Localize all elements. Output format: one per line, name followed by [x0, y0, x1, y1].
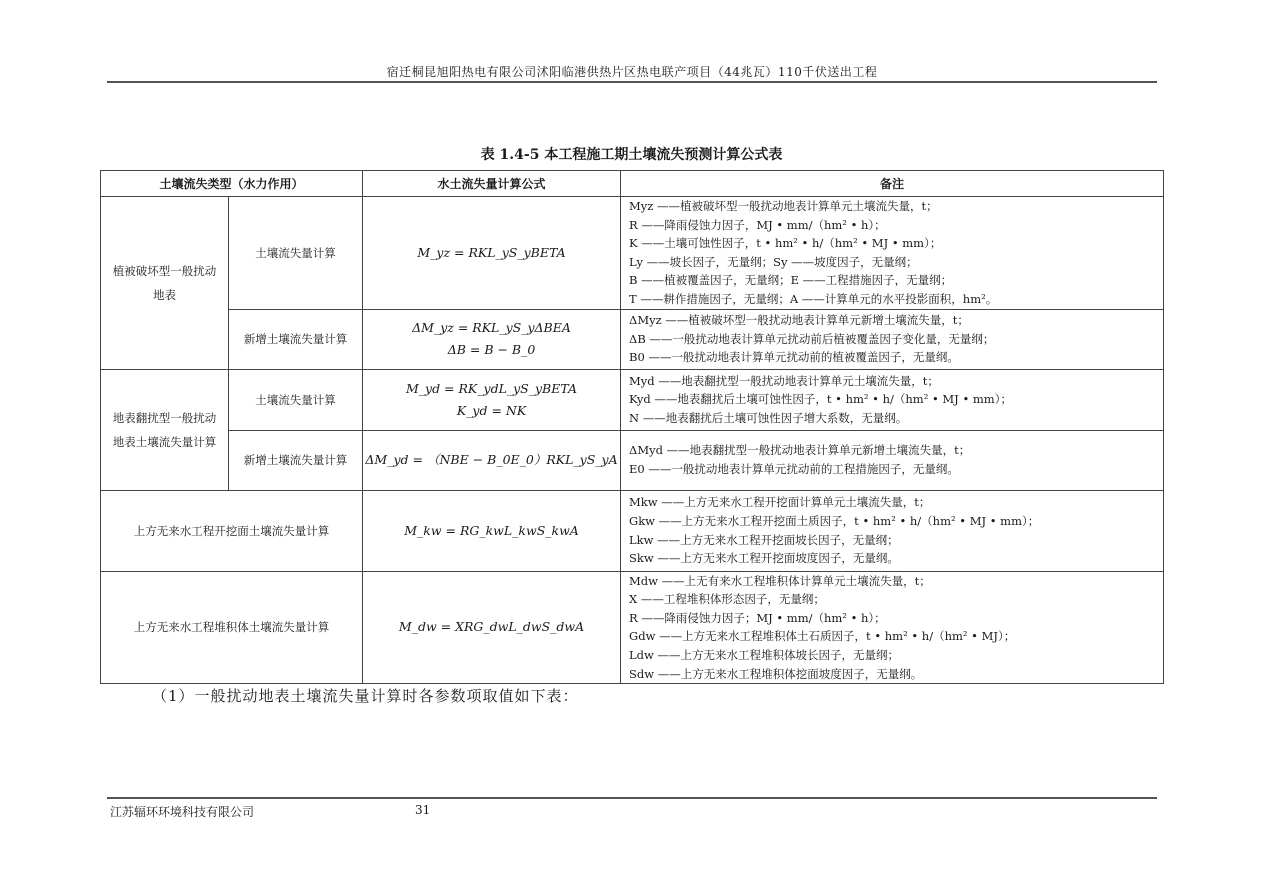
note-line: ΔMyd ——地表翻扰型一般扰动地表计算单元新增土壤流失量，t； — [629, 443, 971, 458]
erosion-type-cell: 上方无来水工程开挖面土壤流失量计算 — [101, 490, 363, 571]
calc-type-cell: 新增土壤流失量计算 — [229, 430, 363, 490]
note-line: Ly ——坡长因子，无量纲；Sy ——坡度因子，无量纲； — [629, 254, 918, 269]
note-line: T ——耕作措施因子，无量纲；A ——计算单元的水平投影面积，hm²。 — [629, 291, 998, 306]
notes-cell — [621, 369, 1164, 430]
formula-cell — [363, 490, 621, 571]
formula-line: ΔB = B − B_0 — [447, 342, 536, 358]
table-row — [101, 571, 1164, 684]
table-row — [101, 197, 1164, 310]
formula-cell — [363, 571, 621, 684]
note-line: N ——地表翻扰后土壤可蚀性因子增大系数，无量纲。 — [629, 410, 908, 425]
formula-cell — [363, 369, 621, 430]
note-line: Kyd ——地表翻扰后土壤可蚀性因子，t • hm² • h/（hm² • MJ • mm）； — [629, 392, 1012, 407]
table-row — [101, 490, 1164, 571]
notes-cell — [621, 571, 1164, 684]
note-line: R ——降雨侵蚀力因子；MJ • mm/（hm² • h）； — [629, 610, 886, 625]
formula-line: K_yd = NK — [456, 402, 527, 418]
note-line: Gkw ——上方无来水工程开挖面土质因子，t • hm² • h/（hm² • MJ • mm）； — [629, 513, 1040, 528]
page-header: 宿迁桐昆旭阳热电有限公司沭阳临港供热片区热电联产项目（44兆瓦）110千伏送出工程 — [386, 65, 878, 79]
note-line: R ——降雨侵蚀力因子，MJ • mm/（hm² • h）； — [629, 217, 886, 232]
note-line: X ——工程堆积体形态因子，无量纲； — [629, 592, 825, 607]
note-line: Mkw ——上方无来水工程开挖面计算单元土壤流失量，t； — [629, 495, 931, 510]
note-line: ΔB ——一般扰动地表计算单元扰动前后植被覆盖因子变化量，无量纲； — [629, 331, 995, 346]
note-line: Gdw ——上方无来水工程堆积体土石质因子，t • hm² • h/（hm² • MJ）； — [629, 629, 1016, 644]
formula-line: ΔM_yd = （NBE − B_0E_0）RKL_yS_yA — [365, 452, 618, 468]
note-line: Myd ——地表翻扰型一般扰动地表计算单元土壤流失量，t； — [629, 373, 939, 388]
calc-type-cell: 土壤流失量计算 — [229, 197, 363, 310]
formula-cell — [363, 197, 621, 310]
formula-line: M_yd = RK_ydL_yS_yBETA — [405, 380, 578, 396]
footer-company: 江苏辐环环境科技有限公司 — [110, 805, 255, 819]
formula-cell — [363, 309, 621, 369]
formula-line: M_dw = XRG_dwL_dwS_dwA — [398, 619, 585, 635]
erosion-type-cell: 地表翻扰型一般扰动地表土壤流失量计算 — [101, 369, 229, 490]
erosion-type-cell: 上方无来水工程堆积体土壤流失量计算 — [101, 571, 363, 684]
calc-type-cell: 土壤流失量计算 — [229, 369, 363, 430]
table-header-row — [101, 171, 1164, 197]
column-header-type: 土壤流失类型（水力作用） — [101, 171, 363, 197]
note-line: K ——土壤可蚀性因子，t • hm² • h/（hm² • MJ • mm）； — [629, 236, 942, 251]
note-line: Lkw ——上方无来水工程开挖面坡长因子，无量纲； — [629, 532, 899, 547]
note-line: Ldw ——上方无来水工程堆积体坡长因子，无量纲； — [629, 647, 900, 662]
formula-table — [100, 170, 1164, 684]
erosion-type-cell: 植被破坏型一般扰动地表 — [101, 197, 229, 370]
notes-cell — [621, 430, 1164, 490]
header-divider — [107, 81, 1157, 83]
page-number: 31 — [415, 803, 431, 817]
table-row — [101, 309, 1164, 369]
formula-line: M_kw = RG_kwL_kwS_kwA — [404, 522, 579, 538]
column-header-notes: 备注 — [621, 171, 1164, 197]
note-line: Sdw ——上方无来水工程堆积体挖面坡度因子，无量纲。 — [629, 666, 923, 681]
note-line: Mdw ——上无有来水工程堆积体计算单元土壤流失量，t； — [629, 573, 931, 588]
formula-line: ΔM_yz = RKL_yS_yΔBEA — [412, 320, 571, 336]
notes-cell — [621, 309, 1164, 369]
note-line: B ——植被覆盖因子，无量纲；E ——工程措施因子，无量纲； — [629, 273, 953, 288]
footer-divider — [107, 797, 1157, 799]
table-title: 表 1.4-5 本工程施工期土壤流失预测计算公式表 — [480, 147, 783, 163]
column-header-formula: 水土流失量计算公式 — [363, 171, 621, 197]
table-row — [101, 369, 1164, 430]
table-row — [101, 430, 1164, 490]
notes-cell — [621, 197, 1164, 310]
calc-type-cell: 新增土壤流失量计算 — [229, 309, 363, 369]
note-line: Myz ——植被破坏型一般扰动地表计算单元土壤流失量，t； — [629, 199, 938, 213]
note-line: ΔMyz ——植被破坏型一般扰动地表计算单元新增土壤流失量，t； — [629, 313, 969, 328]
notes-cell — [621, 490, 1164, 571]
note-line: E0 ——一般扰动地表计算单元扰动前的工程措施因子，无量纲。 — [629, 462, 959, 477]
note-line: Skw ——上方无来水工程开挖面坡度因子，无量纲。 — [629, 551, 899, 566]
note-line: B0 ——一般扰动地表计算单元扰动前的植被覆盖因子，无量纲。 — [629, 350, 959, 365]
body-paragraph: （1）一般扰动地表土壤流失量计算时各参数项取值如下表： — [152, 687, 579, 705]
formula-cell — [363, 430, 621, 490]
formula-line: M_yz = RKL_yS_yBETA — [417, 244, 566, 260]
